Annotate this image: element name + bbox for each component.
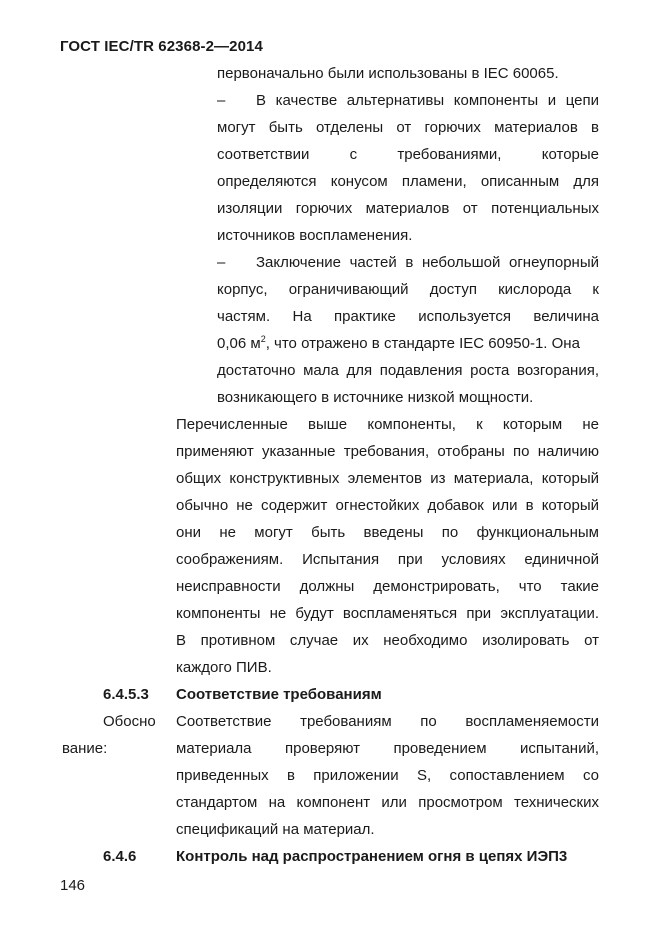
list-item-line: достаточно мала для подавления роста возгорания, [217, 362, 599, 379]
paragraph-line: Перечисленные выше компоненты, к которым не [176, 416, 599, 433]
section-line: спецификаций на материал. [176, 821, 375, 838]
section-number: 6.4.6 [103, 848, 137, 865]
paragraph-line: В противном случае их необходимо изолировать от [176, 632, 599, 649]
paragraph-line: компоненты не будут воспламеняться при эксплуатации. [176, 605, 599, 622]
section-line: Соответствие требованиям по воспламеняемости [176, 713, 599, 730]
paragraph-line: они не могут быть введены по функциональным [176, 524, 599, 541]
paragraph-line: обычно не содержит огнестойких добавок или в который [176, 497, 599, 514]
section-line: стандартом на компонент или просмотром технических [176, 794, 599, 811]
rationale-label: вание: [62, 740, 108, 757]
list-item-line: В качестве альтернативы компоненты и цепи [256, 92, 599, 109]
list-dash: – [217, 92, 226, 109]
section-number: 6.4.5.3 [103, 686, 149, 703]
paragraph-line: каждого ПИВ. [176, 659, 272, 676]
rationale-label: Обосно [103, 713, 156, 730]
paragraph-line: неисправности должны демонстрировать, что такие [176, 578, 599, 595]
list-continuation-line: первоначально были использованы в IEC 60065. [217, 65, 559, 82]
section-line: приведенных в приложении S, сопоставлением со [176, 767, 599, 784]
section-title: Контроль над распространением огня в цепях ИЭП3 [176, 848, 568, 865]
page-number: 146 [60, 877, 86, 894]
list-item-line: могут быть отделены от горючих материалов в [217, 119, 599, 136]
list-item-line: источников воспламенения. [217, 227, 413, 244]
list-item-line: определяются конусом пламени, описанным для [217, 173, 599, 190]
list-item-line: возникающего в источнике низкой мощности. [217, 389, 534, 406]
list-item-line: соответствии с требованиями, которые [217, 146, 599, 163]
list-item-line: корпус, ограничивающий доступ кислорода к [217, 281, 599, 298]
paragraph-line: применяют указанные требования, отобраны по наличию [176, 443, 599, 460]
line-text: , что отражено в стандарте IEC 60950-1. Она [265, 335, 580, 352]
section-line: материала проверяют проведением испытаний, [176, 740, 599, 757]
section-title: Соответствие требованиям [176, 686, 382, 703]
paragraph-line: общих конструктивных элементов из материала, который [176, 470, 599, 487]
paragraph-line: соображениям. Испытания при условиях единичной [176, 551, 599, 568]
list-item-line [217, 334, 599, 354]
list-item-line: изоляции горючих материалов от потенциальных [217, 200, 599, 217]
area-value: 0,06 м [217, 335, 261, 352]
document-header: ГОСТ IEC/TR 62368-2—2014 [60, 38, 263, 55]
list-dash: – [217, 254, 226, 271]
list-item-line: частям. На практике используется величина [217, 308, 599, 325]
superscript: 2 [260, 334, 266, 344]
list-item-line: Заключение частей в небольшой огнеупорный [256, 254, 599, 271]
